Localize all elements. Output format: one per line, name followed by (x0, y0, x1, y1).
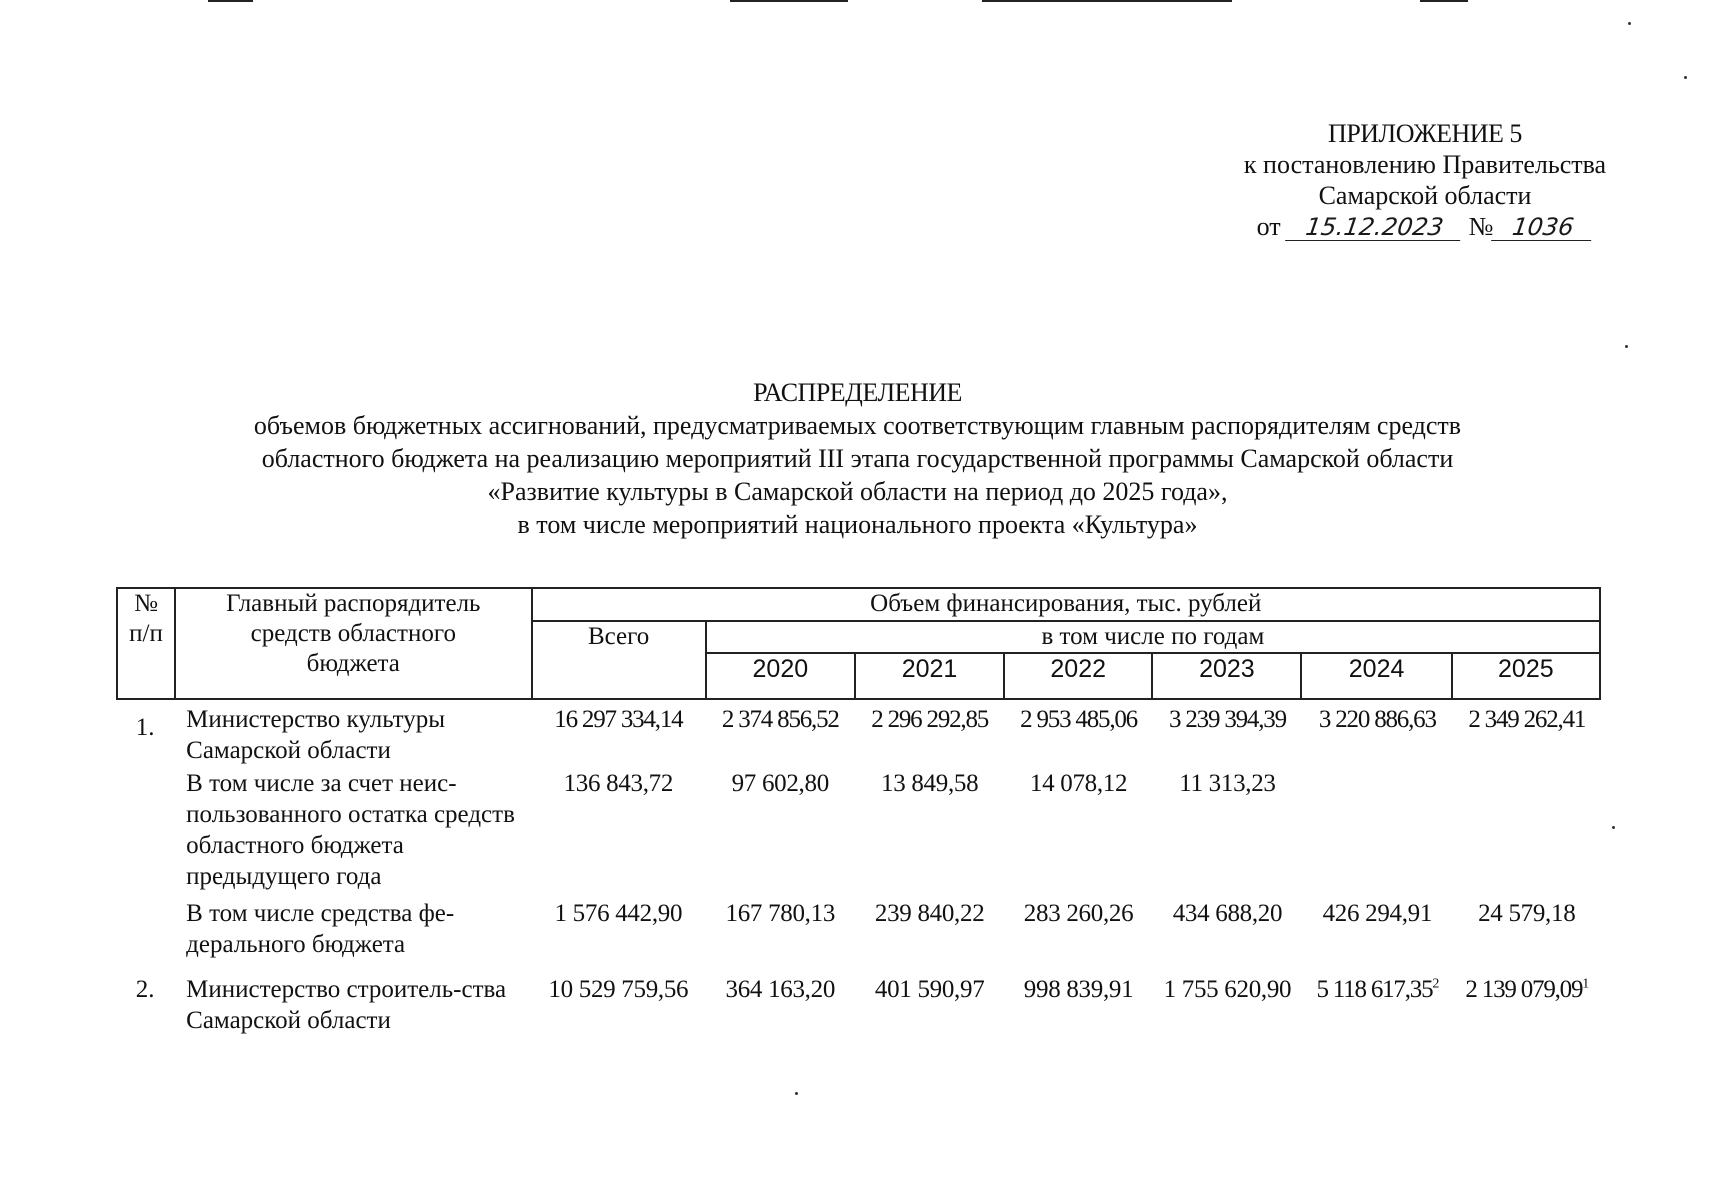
handwritten-number: 1036 (1492, 214, 1596, 241)
scan-speck (1684, 76, 1687, 79)
row-value: 401 590,97 (874, 976, 985, 1003)
header-year: 2023 (1152, 653, 1301, 699)
scan-edge-line (1420, 0, 1468, 2)
row-value: 998 839,91 (1023, 976, 1134, 1003)
row-value: 2 296 292,85 (871, 706, 989, 733)
row-value: 24 579,18 (1478, 900, 1576, 927)
header-name: Главный распорядитель средств областного бюджета (175, 588, 531, 699)
document-title: РАСПРЕДЕЛЕНИЕ (753, 378, 962, 407)
row-name: Министерство строитель-ства Самарской области (186, 976, 507, 1034)
row-value: 364 163,20 (725, 976, 836, 1003)
header-year: 2021 (855, 653, 1004, 699)
row-num (116, 898, 174, 974)
row-value-text: 2 139 079,09 (1465, 976, 1583, 1003)
document-subtitle-line: областного бюджета на реализацию мероприятий III этапа государственной программы Самарской области (261, 444, 1454, 473)
appendix-block (1150, 118, 1700, 242)
table-row (116, 700, 1601, 768)
row-value: 434 688,20 (1172, 900, 1283, 927)
header-by-years: в том числе по годам (706, 621, 1600, 653)
row-value: 14 078,12 (1029, 770, 1128, 797)
row-value: 1 755 620,90 (1163, 976, 1292, 1003)
row-value: 3 239 394,39 (1169, 706, 1286, 733)
scan-speck (1612, 826, 1615, 829)
table-header (116, 587, 1601, 700)
row-name: Министерство культуры Самарской области (186, 706, 446, 764)
document-title-block (0, 376, 1715, 541)
document-subtitle-line: в том числе мероприятий национального проекта «Культура» (517, 510, 1198, 539)
scan-speck (1625, 345, 1628, 348)
row-value: 283 260,26 (1023, 900, 1134, 927)
header-year: 2022 (1004, 653, 1152, 699)
row-num (116, 768, 174, 898)
table-row (116, 974, 1601, 1044)
handwritten-date: 15.12.2023 (1285, 214, 1464, 241)
footnote-marker: 2 (1432, 976, 1439, 992)
row-name: В том числе средства фе-дерального бюджета (186, 900, 455, 958)
table-row (116, 898, 1601, 974)
row-total: 1 576 442,90 (554, 900, 683, 927)
row-value: 2 374 856,52 (721, 706, 839, 733)
table-body (116, 700, 1601, 1044)
row-value: 426 294,91 (1322, 900, 1433, 927)
row-value-text: 5 118 617,35 (1316, 976, 1433, 1003)
number-label: № (1468, 212, 1494, 241)
document-subtitle-line: объемов бюджетных ассигнований, предусматриваемых соответствующим главным распорядителям средств (253, 411, 1462, 440)
scan-edge-line (730, 0, 848, 2)
table-row (116, 768, 1601, 898)
header-total: Всего (532, 621, 706, 699)
footnote-marker: 1 (1582, 976, 1589, 992)
row-value: 2 349 262,41 (1468, 706, 1586, 733)
row-value: 3 220 886,63 (1318, 706, 1436, 733)
scan-edge-line (208, 0, 253, 2)
row-value: 11 313,23 (1179, 770, 1276, 797)
row-num: 1. (135, 714, 155, 741)
scan-edge-line (982, 0, 1232, 2)
appendix-line: Самарской области (1318, 181, 1532, 210)
row-value: 2 953 485,06 (1020, 706, 1137, 733)
scan-speck (1628, 22, 1631, 25)
row-value: 97 602,80 (731, 770, 829, 797)
scan-speck (795, 1092, 798, 1095)
header-year: 2024 (1301, 653, 1451, 699)
appendix-date-line (1150, 211, 1700, 242)
row-total: 136 843,72 (563, 770, 674, 797)
document-subtitle-line: «Развитие культуры в Самарской области на период до 2025 года», (487, 477, 1228, 506)
appendix-title: ПРИЛОЖЕНИЕ 5 (1328, 119, 1522, 148)
row-value: 239 840,22 (874, 900, 985, 927)
row-value (1302, 768, 1452, 898)
row-total: 10 529 759,56 (548, 976, 689, 1003)
header-year: 2020 (706, 653, 855, 699)
header-volume: Объем финансирования, тыс. рублей (532, 588, 1600, 621)
row-value: 167 780,13 (725, 900, 836, 927)
row-value (1302, 974, 1452, 1044)
row-value (1453, 768, 1601, 898)
row-value: 13 849,58 (881, 770, 979, 797)
row-total: 16 297 334,14 (554, 706, 683, 733)
header-num: № п/п (117, 588, 175, 699)
from-label: от (1256, 212, 1281, 241)
header-year: 2025 (1452, 653, 1600, 699)
row-name: В том числе за счет неис-пользованного остатка средств областного бюджета предыдущего года (186, 770, 515, 890)
row-num: 2. (135, 976, 155, 1003)
row-value (1453, 974, 1601, 1044)
appendix-line: к постановлению Правительства (1243, 150, 1607, 179)
